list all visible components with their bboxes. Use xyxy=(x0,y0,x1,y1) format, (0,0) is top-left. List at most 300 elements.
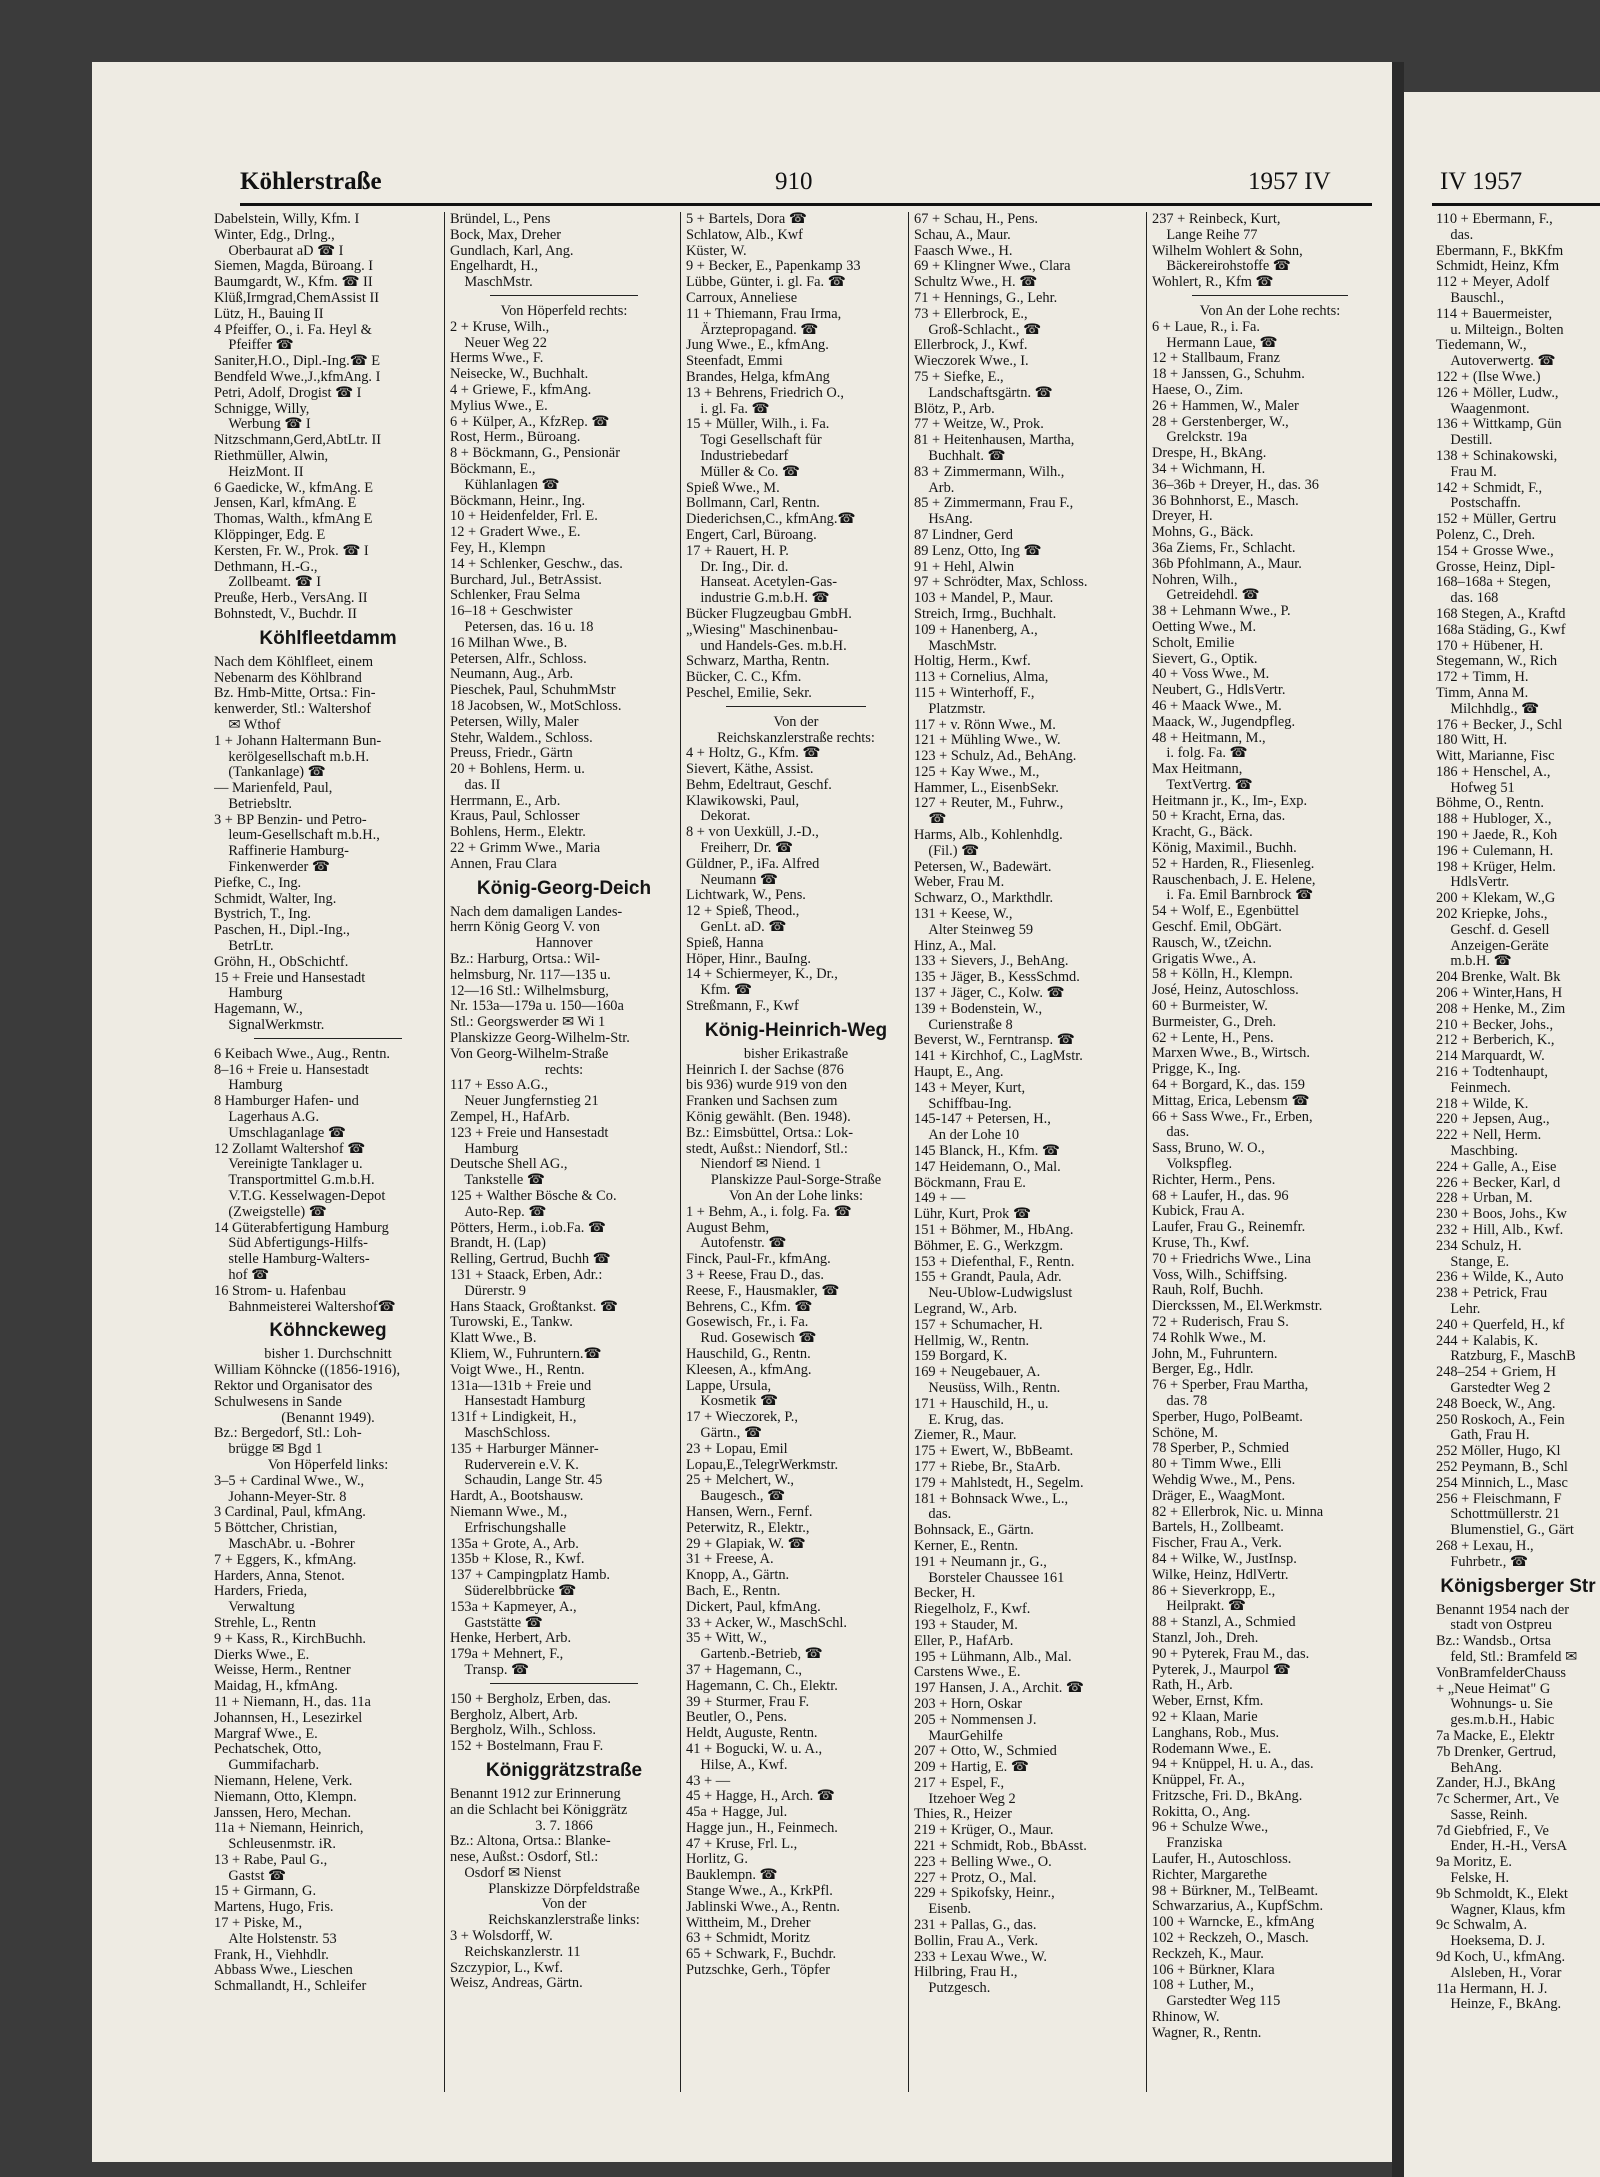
directory-entry: 12—16 Stl.: Wilhelmsburg, xyxy=(450,982,609,999)
directory-entry: das. 168 xyxy=(1436,590,1499,607)
directory-entry: 2 + Kruse, Wilh., xyxy=(450,318,550,335)
directory-entry: Margraf Wwe., E. xyxy=(214,1725,318,1742)
directory-entry: Lütz, H., Bauing II xyxy=(214,305,324,322)
directory-entry: Harms, Alb., Kohlenhdlg. xyxy=(914,827,1063,844)
directory-entry: 136 + Wittkamp, Gün xyxy=(1436,416,1562,433)
directory-entry: Franken und Sachsen zum xyxy=(686,1093,838,1110)
directory-entry: Umschlaganlage ☎ xyxy=(214,1124,346,1141)
directory-entry: 139 + Bodenstein, W., xyxy=(914,1000,1043,1017)
directory-entry: Dickert, Paul, kfmAng. xyxy=(686,1598,821,1615)
directory-entry: Küster, W. xyxy=(686,242,747,259)
directory-entry: Riethmüller, Alwin, xyxy=(214,447,329,464)
directory-entry: 206 + Winter,Hans, H xyxy=(1436,985,1563,1002)
directory-entry: Klawikowski, Paul, xyxy=(686,792,800,809)
directory-entry: Arb. xyxy=(914,479,955,496)
directory-entry: 17 + Wieczorek, P., xyxy=(686,1409,798,1426)
directory-entry: das. II xyxy=(450,776,501,793)
directory-entry: Industriebedarf xyxy=(686,447,789,464)
directory-entry: ✉ Wthof xyxy=(214,716,281,733)
directory-entry: 15 + Müller, Wilh., i. Fa. xyxy=(686,416,830,433)
directory-entry: Böckmann, E., xyxy=(450,460,536,477)
directory-entry: Hanseat. Acetylen-Gas- xyxy=(686,574,838,591)
centered-note: Von An der Lohe rechts: xyxy=(1199,302,1341,319)
directory-entry: Schwarz, Martha, Rentn. xyxy=(686,653,830,670)
directory-entry: Dürerstr. 9 xyxy=(450,1282,526,1299)
directory-entry: 9d Koch, U., kfmAng. xyxy=(1436,1949,1566,1966)
directory-entry: Gummifacharb. xyxy=(214,1757,320,1774)
directory-entry: Klatt Wwe., B. xyxy=(450,1330,537,1347)
directory-entry: Pyterek, J., Maurpol ☎ xyxy=(1152,1661,1291,1678)
directory-entry: „Wiesing" Maschinenbau- xyxy=(686,621,838,638)
directory-entry: Gosewisch, Fr., i. Fa. xyxy=(686,1314,809,1331)
directory-entry: Von Georg-Wilhelm-Straße xyxy=(450,1045,609,1062)
directory-entry: Tiedemann, W., xyxy=(1436,337,1527,354)
directory-entry: Hammer, L., EisenbSekr. xyxy=(914,779,1059,796)
directory-entry: Dierks Wwe., E. xyxy=(214,1646,310,1663)
directory-entry: Hardt, A., Bootshausw. xyxy=(450,1488,584,1505)
directory-entry: Platzmstr. xyxy=(914,700,986,717)
directory-entry: 125 + Kay Wwe., M., xyxy=(914,763,1040,780)
directory-entry: Hermann Laue, ☎ xyxy=(1152,334,1278,351)
directory-entry: 135a + Grote, A., Arb. xyxy=(450,1535,579,1552)
directory-entry: 106 + Bürkner, Klara xyxy=(1152,1961,1275,1978)
directory-entry: 48 + Heitmann, M., xyxy=(1152,729,1266,746)
directory-entry: Heitmann jr., K., Im-, Exp. xyxy=(1152,792,1308,809)
directory-entry: 169 + Neugebauer, A. xyxy=(914,1364,1041,1381)
directory-entry: 6 + Laue, R., i. Fa. xyxy=(1152,318,1261,335)
centered-note: 3. 7. 1866 xyxy=(535,1817,593,1834)
directory-entry: Hilbring, Frau H., xyxy=(914,1964,1018,1981)
directory-entry: 40 + Voss Wwe., M. xyxy=(1152,666,1270,683)
directory-entry: Putzgesch. xyxy=(914,1980,991,1997)
directory-entry: Verwaltung xyxy=(214,1599,295,1616)
directory-entry: Niemann, Otto, Klempn. xyxy=(214,1788,357,1805)
directory-entry: Richter, Herm., Pens. xyxy=(1152,1171,1276,1188)
directory-entry: Osdorf ✉ Nienst xyxy=(450,1864,562,1881)
directory-entry: 3–5 + Cardinal Wwe., W., xyxy=(214,1472,365,1489)
directory-entry: 14 Güterabfertigung Hamburg xyxy=(214,1219,389,1236)
directory-entry: Ender, H.-H., VersA xyxy=(1436,1838,1568,1855)
directory-entry: Gath, Frau H. xyxy=(1436,1427,1530,1444)
directory-entry: 209 + Hartig, E. ☎ xyxy=(914,1759,1029,1776)
directory-entry: 36–36b + Dreyer, H., das. 36 xyxy=(1152,476,1320,493)
directory-entry: Kosmetik ☎ xyxy=(686,1393,778,1410)
directory-entry: Thomas, Walth., kfmAng E xyxy=(214,511,373,528)
directory-entry: 254 Minnich, L., Masc xyxy=(1436,1474,1568,1491)
directory-entry: 39 + Sturmer, Frau F. xyxy=(686,1693,810,1710)
directory-entry: 97 + Schrödter, Max, Schloss. xyxy=(914,574,1088,591)
directory-entry: Lehr. xyxy=(1436,1300,1481,1317)
directory-entry: 87 Lindner, Gerd xyxy=(914,526,1013,543)
directory-entry: 168–168a + Stegen, xyxy=(1436,574,1551,591)
directory-entry: Hagemann, W., xyxy=(214,1001,303,1018)
directory-entry: Groß-Schlacht., ☎ xyxy=(914,321,1042,338)
directory-entry: Engert, Carl, Büroang. xyxy=(686,526,817,543)
directory-entry: (Fil.) ☎ xyxy=(914,842,980,859)
directory-entry: Kruse, Th., Kwf. xyxy=(1152,1235,1250,1251)
directory-entry: Wilhelm Wohlert & Sohn, xyxy=(1152,242,1303,259)
column-divider xyxy=(908,212,909,2092)
directory-entry: König gewählt. (Ben. 1948). xyxy=(686,1109,851,1126)
directory-entry: Langhans, Rob., Mus. xyxy=(1152,1724,1280,1741)
directory-entry: Gaststätte ☎ xyxy=(450,1614,543,1631)
directory-column-4 xyxy=(914,212,1144,1997)
directory-entry: Schiffbau-Ing. xyxy=(914,1095,1012,1112)
directory-entry: Prigge, K., Ing. xyxy=(1152,1061,1241,1078)
directory-entry: Bystrich, T., Ing. xyxy=(214,906,311,923)
directory-entry: stedt, Außst.: Niendorf, Stl.: xyxy=(686,1140,848,1157)
directory-entry: Nitzschmann,Gerd,AbtLtr. II xyxy=(214,432,382,449)
street-heading: König-Georg-Deich xyxy=(476,877,652,899)
directory-entry: Curienstraße 8 xyxy=(914,1016,1013,1033)
directory-entry: Nach dem Köhlfleet, einem xyxy=(214,653,374,670)
directory-entry: i. gl. Fa. ☎ xyxy=(686,400,770,417)
directory-entry: Alter Steinweg 59 xyxy=(914,921,1034,938)
directory-entry: 109 + Hanenberg, A., xyxy=(914,621,1038,638)
directory-entry: Togi Gesellschaft für xyxy=(686,432,822,449)
directory-entry: Vereinigte Tanklager u. xyxy=(214,1156,363,1173)
directory-entry: 180 Witt, H. xyxy=(1436,732,1508,749)
directory-entry: Neisecke, W., Buchhalt. xyxy=(450,366,589,383)
directory-entry: Weisse, Herm., Rentner xyxy=(214,1662,351,1679)
directory-entry: 248–254 + Griem, H xyxy=(1436,1364,1557,1381)
directory-entry: John, M., Fuhruntern. xyxy=(1152,1345,1278,1362)
directory-entry: 75 + Siefke, E., xyxy=(914,368,1004,385)
directory-entry: 91 + Hehl, Alwin xyxy=(914,558,1015,575)
directory-entry: herrn König Georg V. von xyxy=(450,919,600,936)
directory-entry: 9c Schwalm, A. xyxy=(1436,1917,1528,1934)
directory-entry: Getreidehdl. ☎ xyxy=(1152,587,1260,604)
directory-entry: 137 + Jäger, C., Kolw. ☎ xyxy=(914,985,1065,1002)
directory-entry: Hamburg xyxy=(214,1077,283,1094)
directory-entry: Schmidt, Heinz, Kfm xyxy=(1436,258,1560,275)
directory-entry: Bollin, Frau A., Verk. xyxy=(914,1932,1039,1949)
directory-entry: Reckzeh, K., Maur. xyxy=(1152,1945,1264,1962)
directory-entry: 41 + Bogucki, W. u. A., xyxy=(686,1740,823,1757)
directory-entry: Dierckssen, M., El.Werkmstr. xyxy=(1152,1298,1323,1315)
directory-entry: 171 + Hauschild, H., u. xyxy=(914,1395,1049,1412)
directory-entry: Neumann ☎ xyxy=(686,871,778,888)
directory-entry: 11 + Niemann, H., das. 11a xyxy=(214,1693,371,1710)
directory-entry: Maschbing. xyxy=(1436,1143,1518,1160)
directory-entry: 31 + Freese, A. xyxy=(686,1551,774,1568)
directory-entry: HeizMont. II xyxy=(214,463,304,480)
directory-entry: Rauschenbach, J. E. Helene, xyxy=(1152,871,1316,888)
directory-entry: Stange, E. xyxy=(1436,1253,1510,1270)
directory-entry: 83 + Zimmermann, Wilh., xyxy=(914,463,1065,480)
centered-note: bisher 1. Durchschnitt xyxy=(264,1346,392,1363)
directory-entry: Bergholz, Wilh., Schloss. xyxy=(450,1722,596,1739)
directory-entry: 256 + Fleischmann, F xyxy=(1436,1490,1562,1507)
directory-entry: Putzschke, Gerh., Töpfer xyxy=(686,1962,830,1979)
directory-entry: 20 + Bohlens, Herm. u. xyxy=(450,761,585,778)
directory-entry: 110 + Ebermann, F., xyxy=(1436,212,1553,227)
directory-entry: Bartels, H., Zollbeamt. xyxy=(1152,1519,1284,1536)
directory-entry: Schlatow, Alb., Kwf xyxy=(686,226,803,243)
directory-entry: 68 + Laufer, H., das. 96 xyxy=(1152,1187,1289,1204)
directory-entry: König, Maximil., Buchh. xyxy=(1152,840,1297,857)
next-page-column xyxy=(1436,212,1600,2013)
directory-entry: SignalWerkmstr. xyxy=(214,1017,325,1034)
directory-entry: Brandes, Helga, kfmAng xyxy=(686,368,830,385)
directory-entry: Rausch, W., tZeichn. xyxy=(1152,934,1272,951)
directory-entry: 7d Giebfried, F., Ve xyxy=(1436,1822,1549,1839)
directory-entry: MaschSchloss. xyxy=(450,1424,551,1441)
directory-entry: Kleesen, A., kfmAng. xyxy=(686,1361,812,1378)
directory-entry: Landschaftsgärtn. ☎ xyxy=(914,384,1053,401)
street-heading: Köhnckeweg xyxy=(269,1320,387,1342)
directory-entry: 212 + Berberich, K., xyxy=(1436,1032,1555,1049)
directory-entry: 12 + Gradert Wwe., E. xyxy=(450,524,581,541)
directory-entry: Engelhardt, H., xyxy=(450,258,538,275)
directory-entry: 4 Pfeiffer, O., i. Fa. Heyl & xyxy=(214,321,372,338)
directory-entry: 50 + Kracht, Erna, das. xyxy=(1152,808,1286,825)
directory-entry: 114 + Bauermeister, xyxy=(1436,305,1553,322)
directory-entry: 16 Milhan Wwe., B. xyxy=(450,634,568,651)
directory-entry: 1 + Johann Haltermann Bun- xyxy=(214,732,382,749)
directory-entry: Petersen, Alfr., Schloss. xyxy=(450,650,587,667)
directory-entry: 5 Böttcher, Christian, xyxy=(214,1520,338,1537)
directory-entry: 147 Heidemann, O., Mal. xyxy=(914,1158,1061,1175)
directory-entry: 47 + Kruse, Frl. L., xyxy=(686,1835,798,1852)
directory-entry: Heinze, F., BkAng. xyxy=(1436,1996,1562,2013)
directory-entry: Schmallandt, H., Schleifer xyxy=(214,1978,367,1995)
directory-entry: BetrLtr. xyxy=(214,938,274,955)
directory-entry: Richter, Margarethe xyxy=(1152,1866,1268,1883)
directory-column-2 xyxy=(450,212,678,1992)
directory-entry: 4 + Holtz, G., Kfm. ☎ xyxy=(686,745,821,762)
directory-entry: 234 Schulz, H. xyxy=(1436,1237,1522,1254)
directory-entry: Blötz, P., Arb. xyxy=(914,400,995,417)
directory-entry: 38 + Lehmann Wwe., P. xyxy=(1152,603,1291,620)
directory-entry: Schmidt, Walter, Ing. xyxy=(214,890,337,907)
directory-entry: Fritzsche, Fri. D., BkAng. xyxy=(1152,1787,1303,1804)
directory-entry: helmsburg, Nr. 117—135 u. xyxy=(450,966,611,983)
directory-entry: Laufer, H., Autoschloss. xyxy=(1152,1851,1292,1868)
directory-entry: und Handels-Ges. m.b.H. xyxy=(686,637,847,654)
directory-entry: 179a + Mehnert, F., xyxy=(450,1646,564,1663)
directory-entry: 58 + Kölln, H., Klempn. xyxy=(1152,966,1293,983)
directory-entry: Rodemann Wwe., E. xyxy=(1152,1740,1272,1757)
directory-entry: Ellerbrock, J., Kwf. xyxy=(914,337,1028,354)
directory-entry: Mittag, Erica, Lebensm ☎ xyxy=(1152,1092,1310,1109)
directory-entry: Winter, Edg., Drlng., xyxy=(214,226,335,243)
directory-entry: Ratzburg, F., MaschB xyxy=(1436,1348,1576,1365)
directory-entry: Tankstelle ☎ xyxy=(450,1172,545,1189)
directory-entry: 112 + Meyer, Adolf xyxy=(1436,274,1550,291)
directory-entry: Heilprakt. ☎ xyxy=(1152,1598,1246,1615)
directory-entry: Kühlanlagen ☎ xyxy=(450,476,560,493)
directory-entry: Geschf. Emil, ObGärt. xyxy=(1152,919,1282,936)
directory-entry: 126 + Möller, Ludw., xyxy=(1436,384,1559,401)
directory-entry: 150 + Bergholz, Erben, das. xyxy=(450,1690,611,1707)
directory-column-1 xyxy=(214,212,442,1995)
directory-entry: 138 + Schinakowski, xyxy=(1436,447,1558,464)
directory-entry: Finkenwerder ☎ xyxy=(214,859,330,876)
directory-entry: 218 + Wilde, K. xyxy=(1436,1095,1529,1112)
directory-entry: 216 + Todtenhaupt, xyxy=(1436,1064,1548,1081)
directory-entry: 177 + Riebe, Br., StaArb. xyxy=(914,1458,1061,1475)
directory-entry: 152 + Bostelmann, Frau F. xyxy=(450,1738,604,1755)
directory-entry: 12 Zollamt Waltershof ☎ xyxy=(214,1140,366,1157)
directory-entry: Grelckstr. 19a xyxy=(1152,429,1248,446)
directory-entry: Sasse, Reinh. xyxy=(1436,1806,1528,1823)
directory-entry: Hansestadt Hamburg xyxy=(450,1393,586,1410)
directory-entry: 137 + Campingplatz Hamb. xyxy=(450,1567,610,1584)
directory-entry: Niendorf ✉ Niend. 1 xyxy=(686,1156,822,1173)
directory-entry: Wittheim, M., Dreher xyxy=(686,1914,811,1931)
next-page-header-rule xyxy=(1432,203,1600,206)
directory-entry: das. xyxy=(1152,1124,1190,1141)
directory-entry: Gundlach, Karl, Ang. xyxy=(450,242,574,259)
directory-entry: Herms Wwe., F. xyxy=(450,350,544,367)
directory-entry: MaurGehilfe xyxy=(914,1727,1003,1744)
directory-entry: 78 Sperber, P., Schmied xyxy=(1152,1440,1289,1457)
directory-entry: 36b Pfohlmann, A., Maur. xyxy=(1152,555,1302,572)
directory-entry: 29 + Glapiak, W. ☎ xyxy=(686,1535,806,1552)
directory-entry: Henke, Herbert, Arb. xyxy=(450,1630,572,1647)
directory-entry: Petersen, Willy, Maler xyxy=(450,713,579,730)
directory-entry: 85 + Zimmermann, Frau F., xyxy=(914,495,1074,512)
street-heading: Köhlfleetdamm xyxy=(259,627,397,649)
directory-entry: Reichskanzlerstr. 11 xyxy=(450,1943,581,1960)
directory-entry: Riegelholz, F., Kwf. xyxy=(914,1601,1031,1618)
directory-entry: Garstedter Weg 115 xyxy=(1152,1993,1281,2010)
directory-entry: 222 + Nell, Herm. xyxy=(1436,1127,1542,1144)
directory-entry: Diederichsen,C., kfmAng.☎ xyxy=(686,511,856,528)
directory-entry: Siemen, Magda, Büroang. I xyxy=(214,258,374,275)
directory-entry: 214 Marquardt, W. xyxy=(1436,1048,1545,1065)
directory-entry: Transportmittel G.m.b.H. xyxy=(214,1172,375,1189)
directory-entry: Drespe, H., BkAng. xyxy=(1152,445,1267,462)
directory-entry: 131 + Keese, W., xyxy=(914,906,1013,923)
directory-entry: Güldner, P., iFa. Alfred xyxy=(686,855,820,872)
directory-entry: 159 Borgard, K. xyxy=(914,1348,1008,1365)
directory-entry: 8–16 + Freie u. Hansestadt xyxy=(214,1061,369,1078)
directory-entry: Knüppel, Fr. A., xyxy=(1152,1772,1245,1789)
directory-entry: Sievert, Käthe, Assist. xyxy=(686,761,814,778)
directory-entry: (Tankanlage) ☎ xyxy=(214,764,326,781)
directory-entry: 34 + Wichmann, H. xyxy=(1152,460,1266,477)
directory-entry: 135b + Klose, R., Kwf. xyxy=(450,1551,585,1568)
directory-entry: Bz.: Harburg, Ortsa.: Wil- xyxy=(450,951,600,968)
directory-entry: Feinmech. xyxy=(1436,1079,1511,1096)
directory-entry: 45a + Hagge, Jul. xyxy=(686,1804,788,1821)
directory-entry: Jablinski Wwe., A., Rentn. xyxy=(686,1898,841,1915)
centered-note: rechts: xyxy=(544,1061,584,1078)
directory-entry: Thies, R., Heizer xyxy=(914,1806,1012,1823)
directory-entry: Wehdig Wwe., M., Pens. xyxy=(1152,1471,1296,1488)
directory-entry: Schaudin, Lange Str. 45 xyxy=(450,1472,603,1489)
directory-entry: Schulwesens in Sande xyxy=(214,1393,342,1410)
directory-entry: Werbung ☎ I xyxy=(214,416,311,433)
directory-entry: Weber, Frau M. xyxy=(914,874,1005,891)
directory-entry: Streich, Irmg., Buchhalt. xyxy=(914,605,1057,622)
directory-entry: Horlitz, G. xyxy=(686,1851,748,1868)
next-page-volume-year: IV 1957 xyxy=(1440,168,1523,195)
directory-entry: Bahnmeisterei Waltershof☎ xyxy=(214,1298,396,1315)
directory-entry: 15 + Girmann, G. xyxy=(214,1883,317,1900)
directory-entry: 81 + Heitenhausen, Martha, xyxy=(914,432,1075,449)
directory-entry: Franziska xyxy=(1152,1835,1223,1852)
centered-note: Reichskanzlerstraße rechts: xyxy=(717,729,875,746)
directory-entry: Autofenstr. ☎ xyxy=(686,1235,787,1252)
directory-entry: feld, Stl.: Bramfeld ✉ xyxy=(1436,1648,1578,1665)
directory-entry: 88 + Stanzl, A., Schmied xyxy=(1152,1614,1296,1631)
directory-column-3 xyxy=(686,212,906,1979)
directory-entry: Wohnungs- u. Sie xyxy=(1436,1696,1553,1713)
directory-entry: Wieczorek Wwe., I. xyxy=(914,353,1029,370)
directory-entry: Rost, Herm., Büroang. xyxy=(450,429,581,446)
directory-entry: 5 + Bartels, Dora ☎ xyxy=(686,212,807,227)
directory-entry: 64 + Borgard, K., das. 159 xyxy=(1152,1077,1305,1094)
directory-entry: Voss, Wilh., Schiffsing. xyxy=(1152,1266,1288,1283)
directory-entry: Destill. xyxy=(1436,432,1493,449)
directory-entry: Johannsen, H., Lesezirkel xyxy=(214,1709,363,1726)
centered-note: bisher Erikastraße xyxy=(743,1045,849,1062)
directory-entry: 70 + Friedrichs Wwe., Lina xyxy=(1152,1250,1311,1267)
directory-entry: Knopp, A., Gärtn. xyxy=(686,1567,790,1584)
directory-entry: 52 + Harden, R., Fliesenleg. xyxy=(1152,855,1315,872)
directory-entry: Timm, Anna M. xyxy=(1436,684,1529,701)
directory-entry: ☎ xyxy=(914,811,947,828)
directory-entry: Bücker Flugzeugbau GmbH. xyxy=(686,605,852,622)
directory-entry: Haupt, E., Ang. xyxy=(914,1064,1004,1081)
directory-entry: Lübbe, Günter, i. gl. Fa. ☎ xyxy=(686,274,846,291)
directory-entry: stelle Hamburg-Walters- xyxy=(214,1251,370,1268)
directory-entry: Petri, Adolf, Drogist ☎ I xyxy=(214,384,362,401)
directory-entry: Freiherr, Dr. ☎ xyxy=(686,840,793,857)
book-gutter xyxy=(1392,62,1404,2177)
directory-entry: 11a Hermann, H. J. xyxy=(1436,1980,1548,1997)
directory-entry: 193 + Stauder, M. xyxy=(914,1616,1018,1633)
directory-entry: 36 Bohnhorst, E., Masch. xyxy=(1152,492,1299,509)
street-heading: Königsberger Str xyxy=(1440,1575,1596,1597)
directory-entry: Carroux, Anneliese xyxy=(686,289,798,306)
directory-entry: 226 + Becker, Karl, d xyxy=(1436,1174,1561,1191)
directory-entry: 157 + Schumacher, H. xyxy=(914,1316,1043,1333)
directory-entry: 12 + Stallbaum, Franz xyxy=(1152,350,1281,367)
directory-entry: Petersen, W., Badewärt. xyxy=(914,858,1052,875)
directory-entry: Benannt 1954 nach der xyxy=(1436,1601,1570,1618)
directory-entry: Rhinow, W. xyxy=(1152,2009,1220,2026)
directory-entry: Garstedter Weg 2 xyxy=(1436,1379,1551,1396)
directory-entry: 22 + Grimm Wwe., Maria xyxy=(450,840,601,857)
directory-entry: bis 936) wurde 919 von den xyxy=(686,1077,848,1094)
directory-entry: 60 + Burmeister, W. xyxy=(1152,998,1268,1015)
directory-entry: 3 + Reese, Frau D., das. xyxy=(686,1267,825,1283)
directory-entry: Turowski, E., Tankw. xyxy=(450,1314,573,1331)
directory-entry: Sievert, G., Optik. xyxy=(1152,650,1258,667)
directory-entry: Faasch Wwe., H. xyxy=(914,242,1013,259)
directory-entry: 16 Strom- u. Hafenbau xyxy=(214,1282,346,1299)
directory-entry: Hauschild, G., Rentn. xyxy=(686,1345,811,1362)
centered-note: Von Höperfeld links: xyxy=(267,1456,389,1473)
directory-entry: Rektor und Organisator des xyxy=(214,1377,373,1394)
directory-entry: Pieschek, Paul, SchuhmMstr xyxy=(450,682,616,699)
directory-entry: Geschf. d. Gesell xyxy=(1436,921,1550,938)
directory-entry: Mylius Wwe., E. xyxy=(450,397,548,414)
directory-entry: 71 + Hennings, G., Lehr. xyxy=(914,289,1058,306)
directory-entry: Transp. ☎ xyxy=(450,1661,529,1678)
directory-entry: Nohren, Wilh., xyxy=(1152,571,1238,588)
directory-entry: 141 + Kirchhof, C., LagMstr. xyxy=(914,1048,1083,1065)
directory-entry: MaschAbr. u. -Bohrer xyxy=(214,1535,355,1552)
directory-entry: Abbass Wwe., Lieschen xyxy=(214,1962,353,1979)
directory-entry: 145-147 + Petersen, H., xyxy=(914,1111,1051,1128)
directory-entry: Betriebsltr. xyxy=(214,795,292,812)
directory-entry: Gärtn., ☎ xyxy=(686,1424,762,1441)
